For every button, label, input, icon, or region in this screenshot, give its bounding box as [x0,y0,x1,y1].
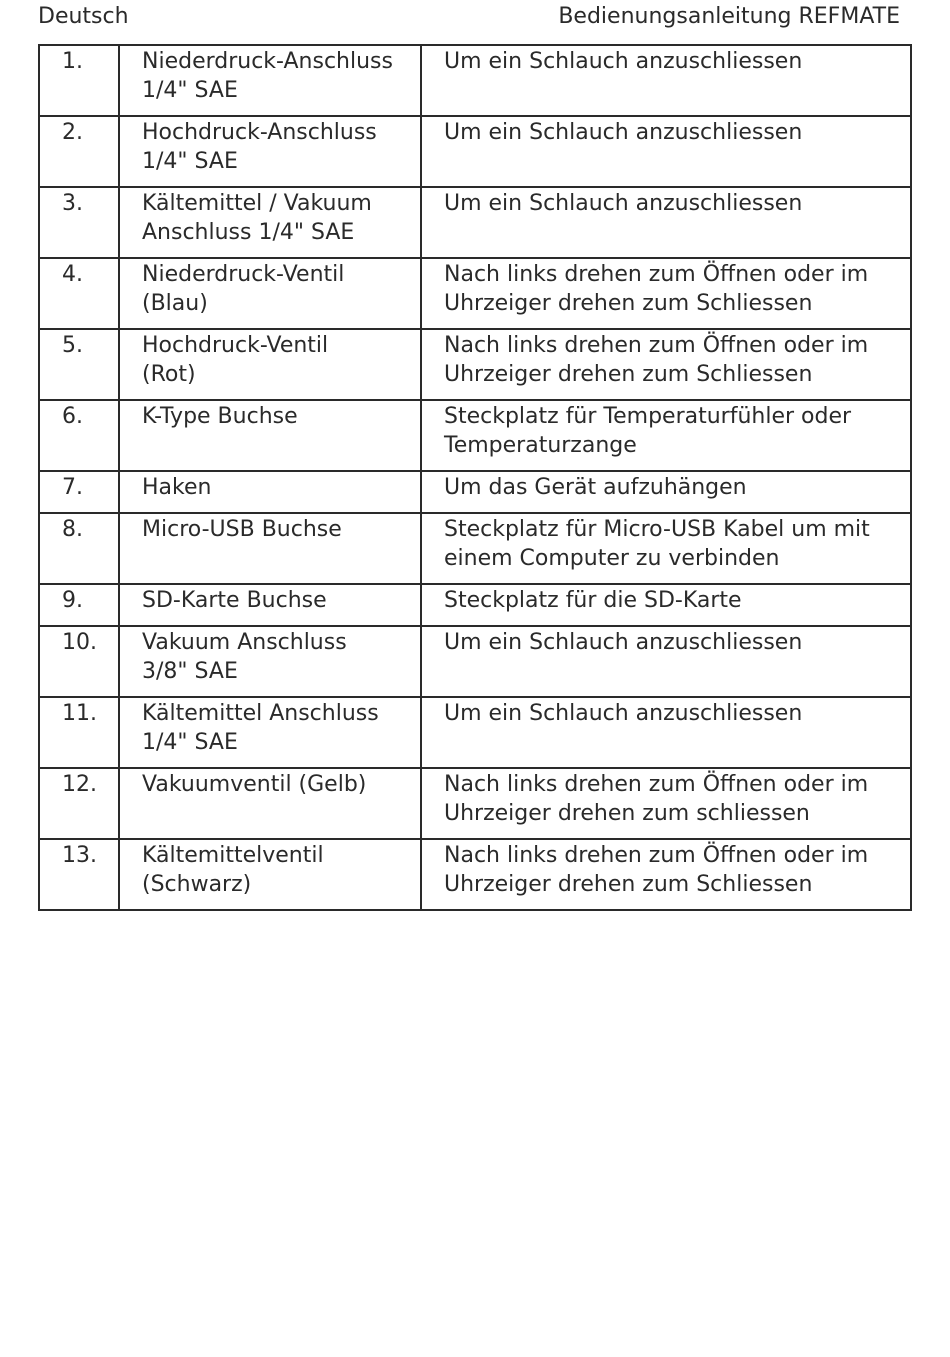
table-row [39,45,911,116]
header-title: Bedienungsanleitung REFMATE [558,4,900,29]
part-description-cell [421,471,911,513]
table-row [39,839,911,910]
part-description-cell [421,187,911,258]
table-row [39,626,911,697]
part-description-line: Steckplatz für Micro-USB Kabel um mit [444,517,870,542]
part-name-cell [119,116,421,187]
part-name-cell [119,768,421,839]
part-name-cell [119,187,421,258]
table-row [39,697,911,768]
table-row [39,513,911,584]
part-description-line: Um ein Schlauch anzuschliessen [444,191,803,216]
row-number: 1. [39,45,119,116]
part-description-cell [421,697,911,768]
part-name-line: Niederdruck-Anschluss [142,49,393,74]
part-name-line: Anschluss 1/4" SAE [142,220,355,245]
row-number: 4. [39,258,119,329]
part-name-cell [119,45,421,116]
table-row [39,187,911,258]
part-description-line: Um ein Schlauch anzuschliessen [444,630,803,655]
row-number: 3. [39,187,119,258]
part-name-line: (Blau) [142,291,208,316]
part-name-cell [119,258,421,329]
part-description-cell [421,626,911,697]
part-description-line: Um das Gerät aufzuhängen [444,475,747,500]
table-row [39,400,911,471]
part-description-cell [421,839,911,910]
row-number: 13. [39,839,119,910]
part-name-line: 3/8" SAE [142,659,238,684]
table-row [39,471,911,513]
table-row [39,116,911,187]
part-description-line: Nach links drehen zum Öffnen oder im [444,843,869,868]
part-name-cell [119,471,421,513]
part-name-line: Haken [142,475,212,500]
table-row [39,584,911,626]
part-name-line: (Schwarz) [142,872,252,897]
part-description-cell [421,116,911,187]
row-number: 6. [39,400,119,471]
table-row [39,329,911,400]
row-number: 8. [39,513,119,584]
row-number: 10. [39,626,119,697]
part-description-line: Uhrzeiger drehen zum schliessen [444,801,810,826]
part-description-line: Uhrzeiger drehen zum Schliessen [444,291,813,316]
part-description-line: Um ein Schlauch anzuschliessen [444,49,803,74]
part-name-line: K-Type Buchse [142,404,298,429]
row-number: 12. [39,768,119,839]
part-description-cell [421,768,911,839]
part-name-line: Kältemittel / Vakuum [142,191,372,216]
part-description-cell [421,400,911,471]
part-description-line: Uhrzeiger drehen zum Schliessen [444,872,813,897]
part-name-line: Hochdruck-Ventil [142,333,329,358]
row-number: 2. [39,116,119,187]
row-number: 9. [39,584,119,626]
part-name-line: Micro-USB Buchse [142,517,342,542]
part-description-line: Nach links drehen zum Öffnen oder im [444,333,869,358]
part-description-cell [421,513,911,584]
part-description-cell [421,258,911,329]
part-name-line: Vakuum Anschluss [142,630,347,655]
part-description-cell [421,45,911,116]
row-number: 5. [39,329,119,400]
part-name-line: Kältemittelventil [142,843,324,868]
part-name-line: SD-Karte Buchse [142,588,327,613]
table-row [39,258,911,329]
part-name-line: 1/4" SAE [142,730,238,755]
part-name-cell [119,400,421,471]
part-description-line: Um ein Schlauch anzuschliessen [444,701,803,726]
part-description-line: Temperaturzange [444,433,637,458]
part-name-cell [119,839,421,910]
part-description-line: Steckplatz für Temperaturfühler oder [444,404,852,429]
part-description-line: einem Computer zu verbinden [444,546,780,571]
part-name-cell [119,626,421,697]
part-name-line: 1/4" SAE [142,78,238,103]
parts-table [38,44,912,911]
part-name-line: Hochdruck-Anschluss [142,120,377,145]
part-name-cell [119,697,421,768]
part-description-line: Steckplatz für die SD-Karte [444,588,742,613]
part-name-cell [119,584,421,626]
part-description-line: Uhrzeiger drehen zum Schliessen [444,362,813,387]
part-description-line: Um ein Schlauch anzuschliessen [444,120,803,145]
part-description-cell [421,329,911,400]
table-row [39,768,911,839]
part-name-line: Kältemittel Anschluss [142,701,379,726]
part-name-line: 1/4" SAE [142,149,238,174]
part-description-cell [421,584,911,626]
part-name-line: (Rot) [142,362,196,387]
page-header [38,4,900,30]
part-description-line: Nach links drehen zum Öffnen oder im [444,772,869,797]
part-name-line: Niederdruck-Ventil [142,262,345,287]
part-description-line: Nach links drehen zum Öffnen oder im [444,262,869,287]
part-name-cell [119,329,421,400]
row-number: 7. [39,471,119,513]
part-name-cell [119,513,421,584]
part-name-line: Vakuumventil (Gelb) [142,772,367,797]
parts-table-body [39,45,911,910]
row-number: 11. [39,697,119,768]
header-language: Deutsch [38,4,129,29]
